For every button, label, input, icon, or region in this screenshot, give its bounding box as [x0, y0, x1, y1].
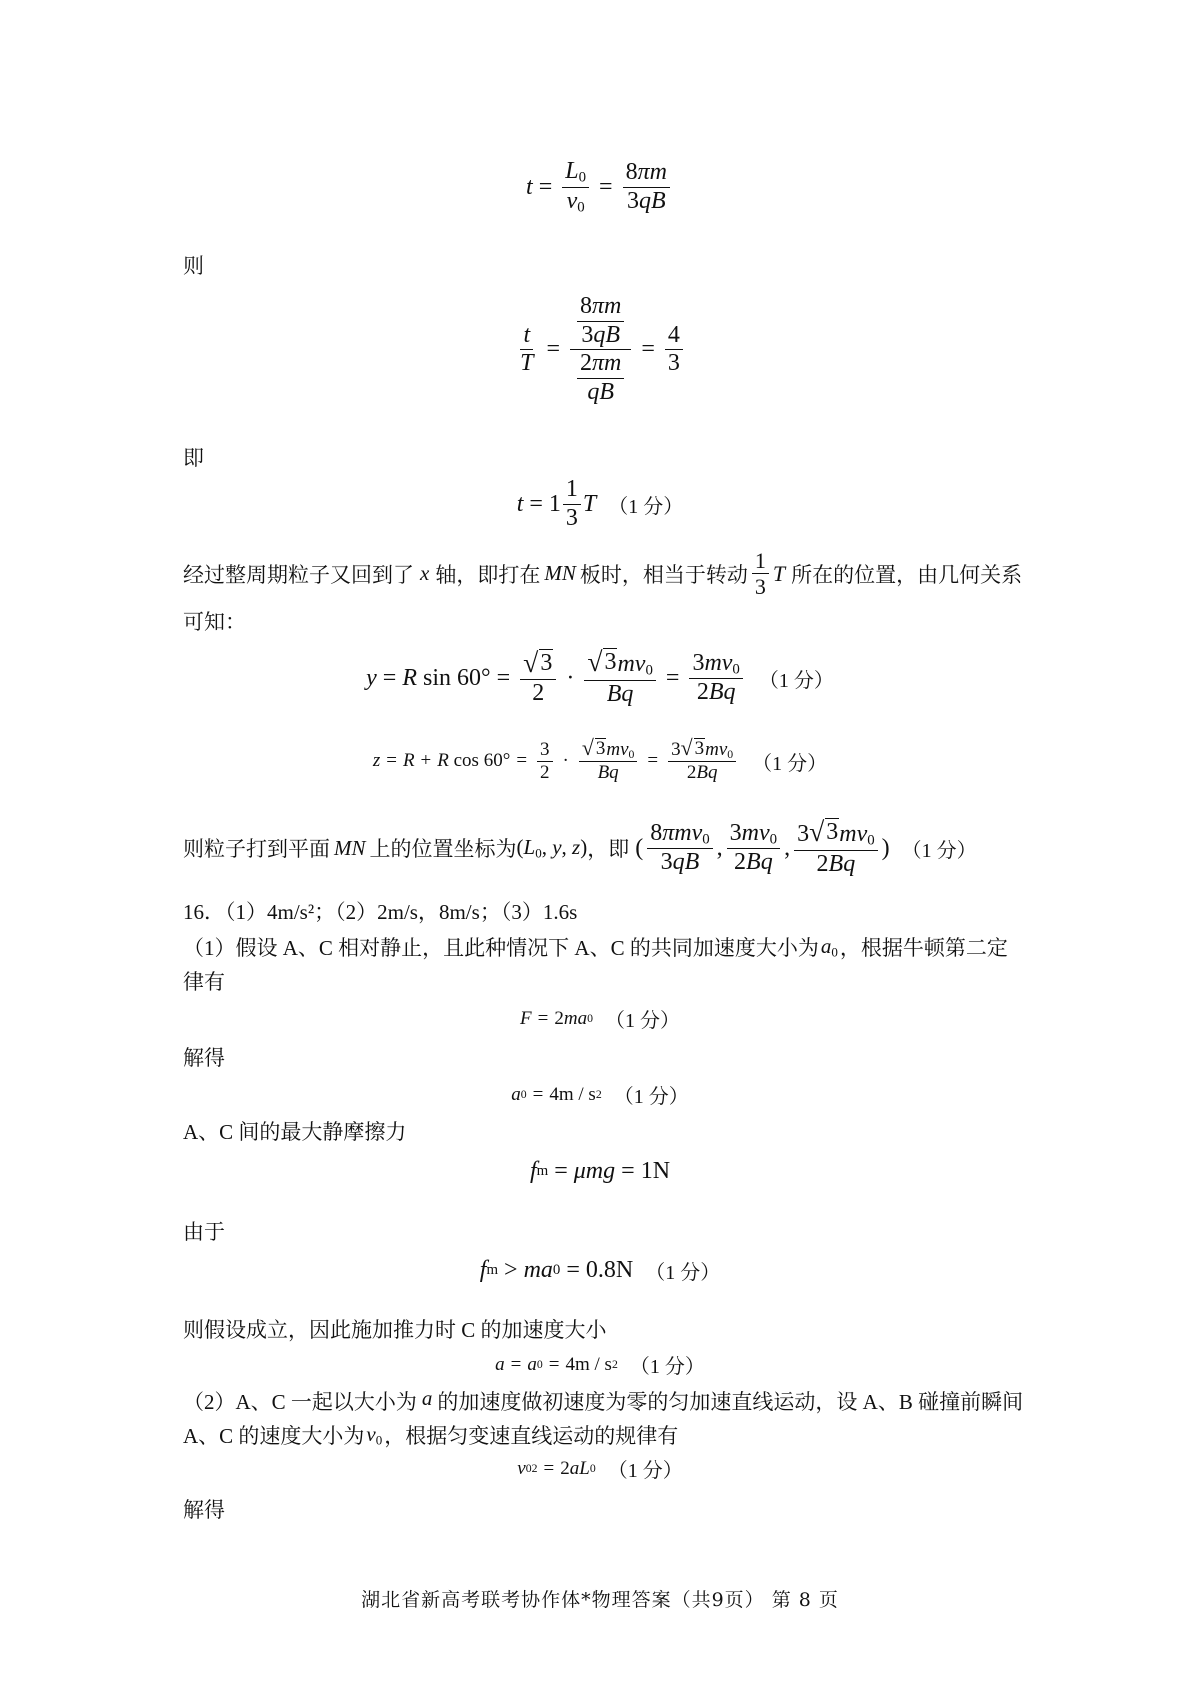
- text-jingguo-c: 板时，相当于转动: [579, 562, 748, 587]
- text-part1-a: （1）假设 A、C 相对静止，且此种情况下 A、C 的共同加速度大小为: [183, 936, 819, 960]
- equation-y: y = R sin 60° = √ 3 2 · √ 3 $mv_0$ Bq = $\frac{3mv_0}{2Bq}$ （1 分）: [366, 646, 834, 707]
- page-footer: 湖北省新高考联考协作体*物理答案（共9页） 第 8 页: [361, 1589, 839, 1611]
- equation-t-over-T: $\frac{t}{T}$ = $\frac{\frac{8\pi m}{3qB}}{\frac{2\pi m}{qB}}$ = $\frac{4}{3}$: [0, 293, 1200, 406]
- text-ze: 则: [183, 254, 204, 278]
- score-label: （1 分）: [901, 839, 977, 862]
- question-16-answer: 16．（1）4m/s²；（2）2m/s，8m/s；（3）1.6s: [183, 900, 578, 924]
- text-part2-c-a: A、C 的速度大小为: [183, 1424, 365, 1448]
- score-label: （1 分）: [645, 1262, 721, 1284]
- equation-fm: f m = μmg = 1N: [529, 1158, 671, 1184]
- text-zuobiao-c: ，即: [587, 837, 630, 862]
- text-jiashe: 则假设成立，因此施加推力时 C 的加速度大小: [183, 1318, 607, 1342]
- text-jingguo-b: 轴，即打在: [435, 562, 541, 587]
- text-ac-friction: A、C 间的最大静摩擦力: [183, 1120, 407, 1144]
- text-youyu: 由于: [183, 1220, 225, 1244]
- equation-a0: a 0 = 4m / s 2 （1 分）: [0, 1080, 1200, 1109]
- text-zuobiao-b: 上的位置坐标为: [369, 837, 517, 862]
- text-jiede-2: 解得: [183, 1498, 225, 1522]
- score-label: （1 分）: [629, 1356, 705, 1378]
- text-part2: [183, 1386, 1023, 1416]
- score-label: （1 分）: [604, 1010, 680, 1032]
- var-mn: MN: [544, 561, 576, 586]
- text-part1: （1）假设 A、C 相对静止，且此种情况下 A、C 的共同加速度大小为 $a_0$ ，根据牛顿第二定: [183, 933, 1008, 960]
- text-part2-d: ，根据匀变速直线运动的规律有: [384, 1424, 679, 1448]
- equation-t-time: t = $\frac{L_0}{v_0}$ = $\frac{8\pi m}{3qB}$: [0, 158, 1200, 217]
- text-kezhi: 可知：: [183, 610, 246, 634]
- var-x: x: [420, 561, 430, 586]
- equation-v0: v 0 2 = 2 aL 0 （1 分）: [0, 1454, 1200, 1483]
- equation-z: z = R + R cos 60° = $\frac{3}{2}$ · √ 3 $mv_0$ Bq = 3 √ 3 $mv_0$ 2Bq （1 分）: [372, 736, 828, 784]
- equation-a: a = a 0 = 4m / s 2 （1 分）: [0, 1350, 1200, 1379]
- text-jingguo-d: 所在的位置，由几何关系: [791, 562, 1023, 587]
- text-ji: 即: [183, 446, 204, 470]
- var-a: a: [421, 1386, 433, 1410]
- text-jingguo-a: 经过整周期粒子又回到了: [183, 562, 414, 587]
- equation-F: F = 2 ma 0 （1 分）: [0, 1004, 1200, 1033]
- text-part1-b: ，根据牛顿第二定: [839, 936, 1008, 960]
- score-label: （1 分）: [608, 495, 684, 518]
- text-zuobiao-a: 则粒子打到平面: [183, 837, 330, 862]
- text-jingguo: 经过整周期粒子又回到了 x 轴，即打在 MN 板时，相当于转动 $\frac{1}{3}$ T 所在的位置，由几何关系: [183, 548, 1023, 600]
- equation-fm-compare: f m > ma 0 = 0.8N （1 分）: [479, 1257, 721, 1284]
- equation-t-mixed: t = 1 $\frac{1}{3}$ T （1 分）: [516, 476, 684, 531]
- text-part2-b: 的加速度做初速度为零的匀加速直线运动，设 A、B 碰撞前瞬间: [437, 1390, 1024, 1414]
- text-zuobiao: 则粒子打到平面 MN 上的位置坐标为 ($L_0$, y, z) ，即 ( $\frac{8\pi mv_0}{3qB}$ , $\frac{3mv_0}{2Bq}$ , 3 √ 3 $mv_0$ 2Bq ) （1 分）: [183, 816, 977, 877]
- score-label: （1 分）: [607, 1460, 683, 1482]
- score-label: （1 分）: [752, 752, 828, 775]
- score-label: （1 分）: [613, 1086, 689, 1108]
- score-label: （1 分）: [758, 669, 834, 692]
- text-jiede: 解得: [183, 1046, 225, 1070]
- text-part1-c: 律有: [183, 970, 225, 994]
- text-part2-a: （2）A、C 一起以大小为: [183, 1390, 417, 1414]
- text-part2-c: A、C 的速度大小为 $v_0$ ，根据匀变速直线运动的规律有: [183, 1421, 679, 1448]
- var-mn: MN: [334, 835, 366, 860]
